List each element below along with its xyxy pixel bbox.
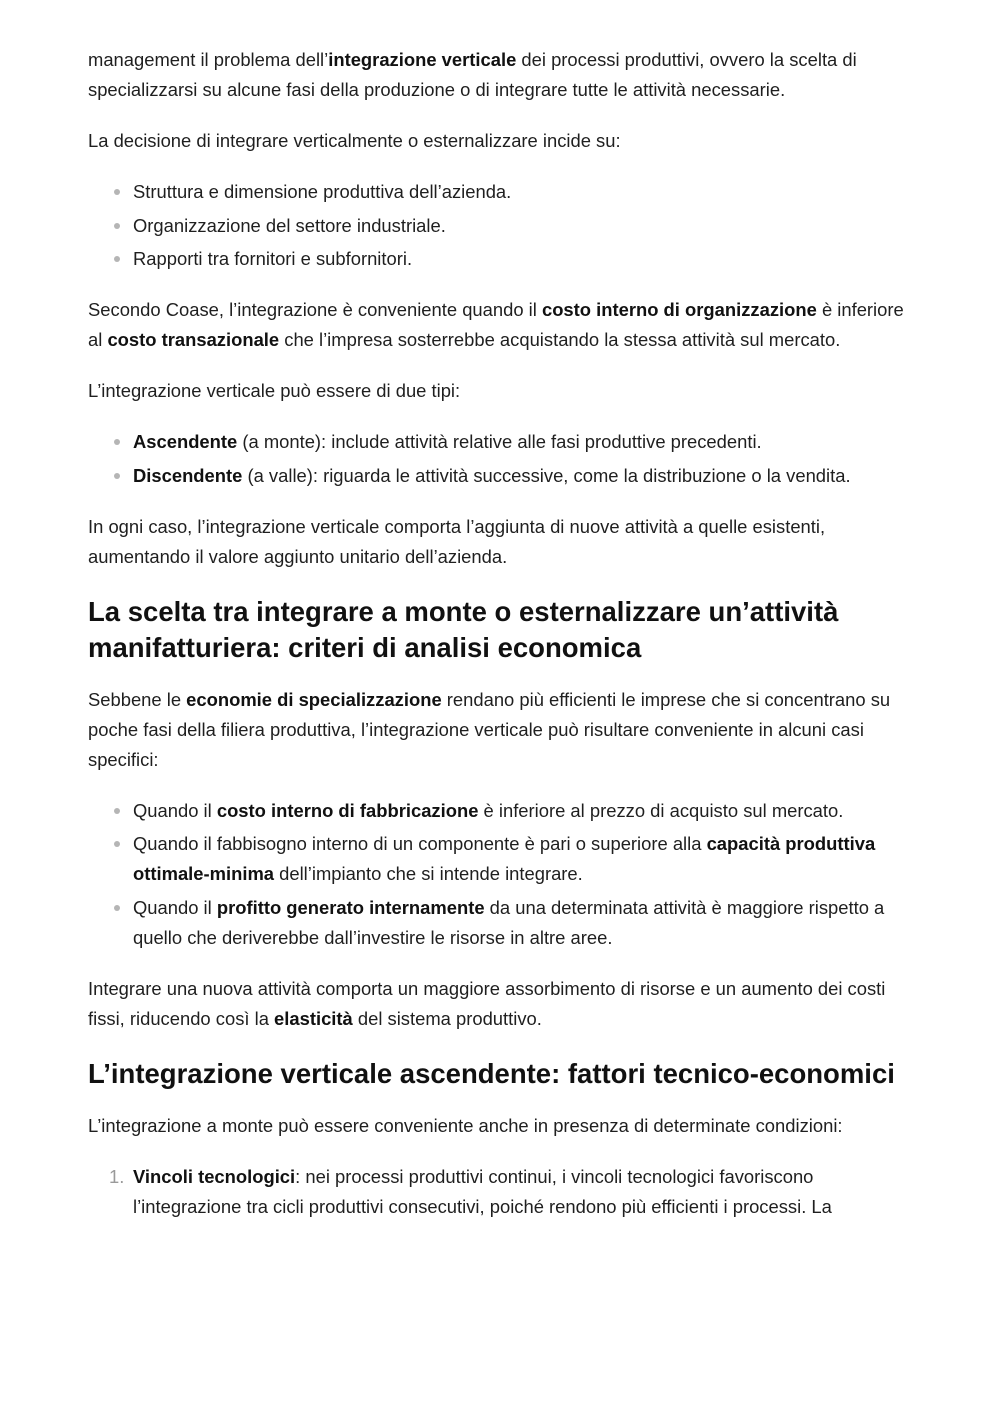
list-item: Rapporti tra fornitori e subfornitori.: [88, 244, 912, 274]
bullet-dot-icon: [114, 473, 120, 479]
bullet-dot-icon: [114, 808, 120, 814]
bullet-dot-icon: [114, 439, 120, 445]
bullet-list-casi: [88, 796, 912, 953]
list-item: Quando il profitto generato internamente da una determinata attività è maggiore rispetto a quello che deriverebbe dall’investire le risorse in altre aree.: [88, 893, 912, 953]
term-economie-specializzazione: economie di specializzazione: [186, 688, 442, 710]
paragraph-condizioni: L’integrazione a monte può essere conveniente anche in presenza di determinate condizioni:: [88, 1114, 843, 1136]
list-item: Struttura e dimensione produttiva dell’azienda.: [88, 177, 912, 207]
section-heading-criteri: La scelta tra integrare a monte o esternalizzare un’attività manifatturiera: criteri di analisi economica: [88, 595, 839, 663]
paragraph-coase: Secondo Coase, l’integrazione è conveniente quando il costo interno di organizzazione è inferiore al costo transazionale che l’impresa sosterrebbe acquistando la stessa attività sul mercato.: [88, 299, 904, 350]
bullet-list-impatti: [88, 177, 912, 274]
term-integrazione-verticale: integrazione verticale: [328, 49, 517, 70]
list-number: 1.: [109, 1165, 125, 1187]
bullet-dot-icon: [114, 841, 120, 847]
list-item: Quando il fabbisogno interno di un componente è pari o superiore alla capacità produttiva ottimale-minima dell’impianto che si intende integrare.: [88, 829, 912, 889]
list-item: 1. Vincoli tecnologici: nei processi produttivi continui, i vincoli tecnologici favoriscono l’integrazione tra cicli produttivi consecutivi, poiché rendono più efficienti i processi. La: [88, 1162, 912, 1222]
paragraph-tipi: L’integrazione verticale può essere di due tipi:: [88, 380, 461, 401]
paragraph-specializzazione: Sebbene le economie di specializzazione rendano più efficienti le imprese che si concentrano su poche fasi della filiera produttiva, l’integrazione verticale può risultare conveniente in alcuni casi specifici:: [88, 688, 891, 770]
list-item: Ascendente (a monte): include attività relative alle fasi produttive precedenti.: [88, 427, 912, 457]
list-item: Discendente (a valle): riguarda le attività successive, come la distribuzione o la vendita.: [88, 461, 912, 491]
bullet-list-tipi: [88, 427, 912, 491]
paragraph-intro: management il problema dell’integrazione verticale dei processi produttivi, ovvero la scelta di specializzarsi su alcune fasi della produzione o di integrare tutte le attività necessarie.: [88, 49, 857, 100]
bullet-dot-icon: [114, 223, 120, 229]
section-heading-ascendente: L’integrazione verticale ascendente: fattori tecnico-economici: [88, 1057, 895, 1089]
numbered-list-condizioni: [88, 1162, 912, 1222]
bullet-dot-icon: [114, 905, 120, 911]
paragraph-valore-aggiunto: In ogni caso, l’integrazione verticale comporta l’aggiunta di nuove attività a quelle esistenti, aumentando il valore aggiunto unitario dell’azienda.: [88, 515, 826, 567]
list-item: Quando il costo interno di fabbricazione è inferiore al prezzo di acquisto sul mercato.: [88, 796, 912, 826]
paragraph-elasticita: Integrare una nuova attività comporta un maggiore assorbimento di risorse e un aumento dei costi fissi, riducendo così la elasticità del sistema produttivo.: [88, 977, 886, 1029]
term-elasticita: elasticità: [274, 1007, 353, 1029]
term-costo-interno-organizzazione: costo interno di organizzazione: [541, 299, 817, 320]
bullet-dot-icon: [114, 189, 120, 195]
term-costo-transazionale: costo transazionale: [107, 329, 280, 350]
list-item: Organizzazione del settore industriale.: [88, 211, 912, 241]
bullet-dot-icon: [114, 256, 120, 262]
paragraph-decisione: La decisione di integrare verticalmente o esternalizzare incide su:: [88, 130, 621, 151]
